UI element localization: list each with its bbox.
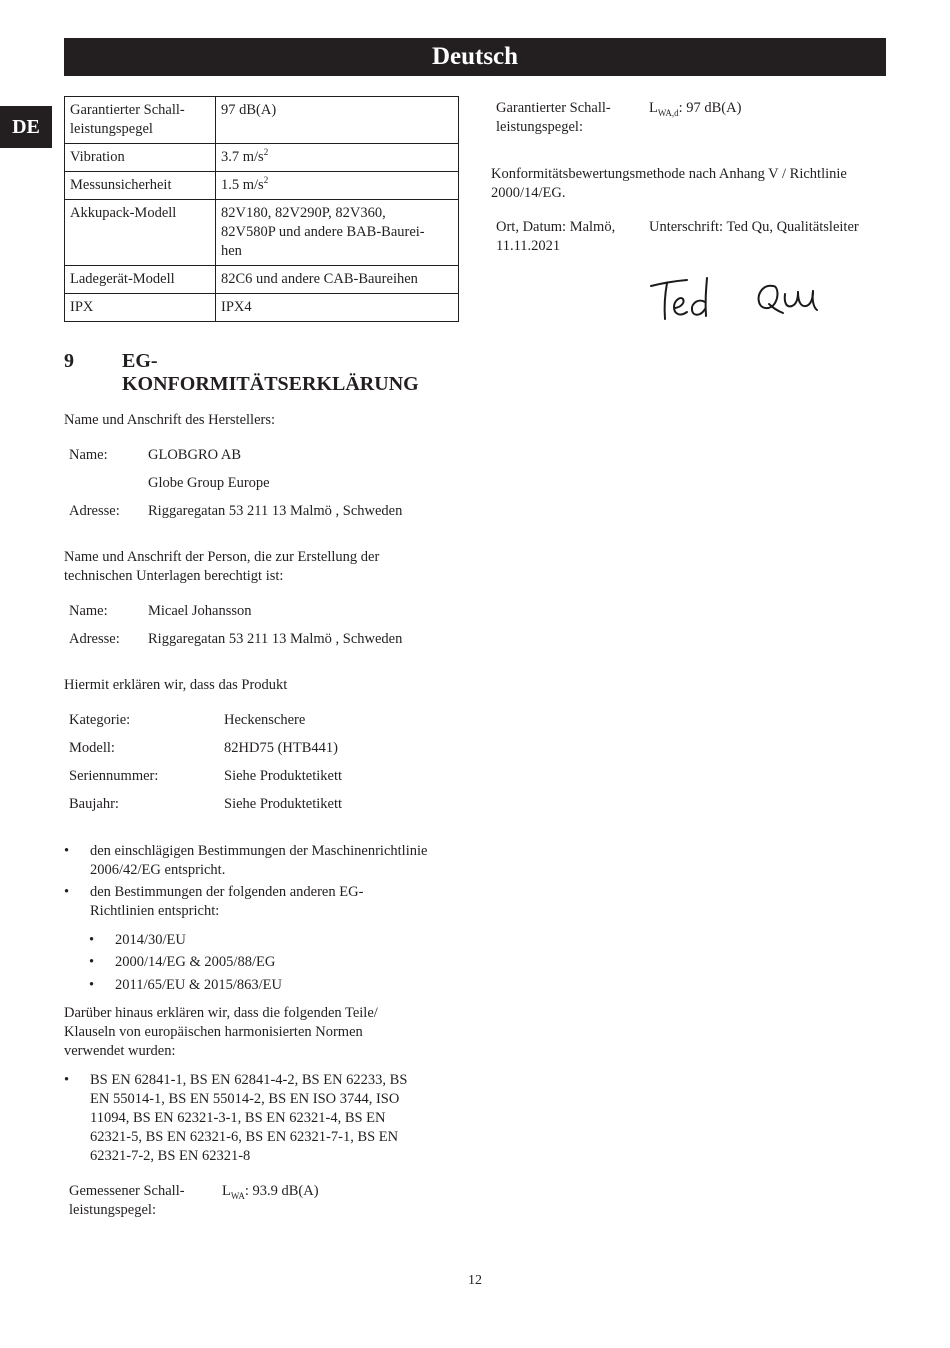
spec-label: Garantierter Schall- leistungspegel xyxy=(65,97,216,144)
table-row xyxy=(65,97,459,144)
signature-label: Unterschrift: Ted Qu, Qualitätsleiter xyxy=(649,219,859,235)
place-date: Ort, Datum: Malmö, 11.11.2021 xyxy=(496,219,616,254)
spec-label: Messunsicherheit xyxy=(65,172,216,200)
spec-label: Ladegerät-Modell xyxy=(65,266,216,294)
manufacturer-intro: Name und Anschrift des Herstellers: xyxy=(64,412,276,428)
spec-label: IPX xyxy=(65,294,216,322)
standards-list-text: BS EN 62841-1, BS EN 62841-4-2, BS EN 62233, BS EN 55014-1, BS EN 55014-2, BS EN ISO 3744, ISO 11094, BS EN 62321-3-1, BS EN 62321-4, BS EN 62321-5, BS EN 62321-6, BS EN 62321-7-1, BS EN 62321-7-2, BS EN 62321-8 xyxy=(90,1072,408,1164)
standards-intro: Darüber hinaus erklären wir, dass die folgenden Teile/ Klauseln von europäischen harmonisierten Normen verwendet wurden: xyxy=(64,1005,378,1059)
table-row xyxy=(65,144,459,172)
section-number: 9 xyxy=(64,350,74,372)
bullet-icon: • xyxy=(89,932,95,948)
tech-person-intro: Name und Anschrift der Person, die zur Erstellung der technischen Unterlagen berechtigt ist: xyxy=(64,549,380,584)
signature-image xyxy=(645,272,820,327)
bullet-icon: • xyxy=(64,884,70,900)
measured-sound-label: Gemessener Schall- leistungspegel: xyxy=(69,1183,185,1218)
product-intro: Hiermit erklären wir, dass das Produkt xyxy=(64,677,288,693)
spec-label: Vibration xyxy=(65,144,216,172)
spec-value: 3.7 $m/s^2$ xyxy=(216,144,459,172)
assessment-method: Konformitätsbewertungsmethode nach Anhang V / Richtlinie 2000/14/EG. xyxy=(491,166,847,201)
product-value: Siehe Produktetikett xyxy=(224,768,342,784)
product-label: Kategorie: xyxy=(69,712,131,728)
manufacturer-address: Riggaregatan 53 211 13 Malmö , Schweden xyxy=(148,503,403,519)
section-header-bar xyxy=(64,38,886,76)
spec-value: 82V180, 82V290P, 82V360, 82V580P und andere BAB-Baurei- hen xyxy=(216,200,459,266)
sub-list-item-text: 2000/14/EG & 2005/88/EG xyxy=(115,954,276,970)
spec-value: 1.5 $m/s^2$ xyxy=(216,172,459,200)
bullet-icon: • xyxy=(89,977,95,993)
spec-value: IPX4 xyxy=(216,294,459,322)
language-tab xyxy=(0,106,52,148)
tech-person-address-label: Adresse: xyxy=(69,631,120,647)
measured-sound-value: $L_{WA}$: 93.9 dB(A) xyxy=(222,1183,319,1201)
table-row xyxy=(65,294,459,322)
manufacturer-name-line2: Globe Group Europe xyxy=(148,475,270,491)
spec-table xyxy=(64,96,459,322)
product-value: Heckenschere xyxy=(224,712,306,728)
sub-list-item-text: 2014/30/EU xyxy=(115,932,186,948)
manufacturer-name-label: Name: xyxy=(69,447,108,463)
product-label: Modell: xyxy=(69,740,115,756)
tech-person-name: Micael Johansson xyxy=(148,603,252,619)
guaranteed-sound-value: $L_{WA,d}$: 97 dB(A) xyxy=(649,100,742,118)
table-row xyxy=(65,266,459,294)
sub-list-item-text: 2011/65/EU & 2015/863/EU xyxy=(115,977,283,993)
tech-person-name-label: Name: xyxy=(69,603,108,619)
tech-person-address: Riggaregatan 53 211 13 Malmö , Schweden xyxy=(148,631,403,647)
product-label: Seriennummer: xyxy=(69,768,159,784)
list-item-text: den Bestimmungen der folgenden anderen EG- Richtlinien entspricht: xyxy=(90,884,364,919)
spec-value: 82C6 und andere CAB-Baureihen xyxy=(216,266,459,294)
table-row xyxy=(65,200,459,266)
bullet-icon: • xyxy=(89,954,95,970)
manufacturer-name: GLOBGRO AB xyxy=(148,447,242,463)
spec-label: Akkupack-Modell xyxy=(65,200,216,266)
spec-value: 97 dB(A) xyxy=(216,97,459,144)
table-row xyxy=(65,172,459,200)
language-tab-label: DE xyxy=(12,116,40,138)
section-title: EG- KONFORMITÄTSERKLÄRUNG xyxy=(122,350,419,395)
product-label: Baujahr: xyxy=(69,796,119,812)
list-item-text: den einschlägigen Bestimmungen der Maschinenrichtlinie 2006/42/EG entspricht. xyxy=(90,843,428,878)
bullet-icon: • xyxy=(64,843,70,859)
product-value: 82HD75 (HTB441) xyxy=(224,740,338,756)
header-title: Deutsch xyxy=(431,43,519,70)
manufacturer-address-label: Adresse: xyxy=(69,503,120,519)
bullet-icon: • xyxy=(64,1072,70,1088)
page-number: 12 xyxy=(468,1273,482,1288)
guaranteed-sound-label: Garantierter Schall- leistungspegel: xyxy=(496,100,611,135)
product-value: Siehe Produktetikett xyxy=(224,796,342,812)
